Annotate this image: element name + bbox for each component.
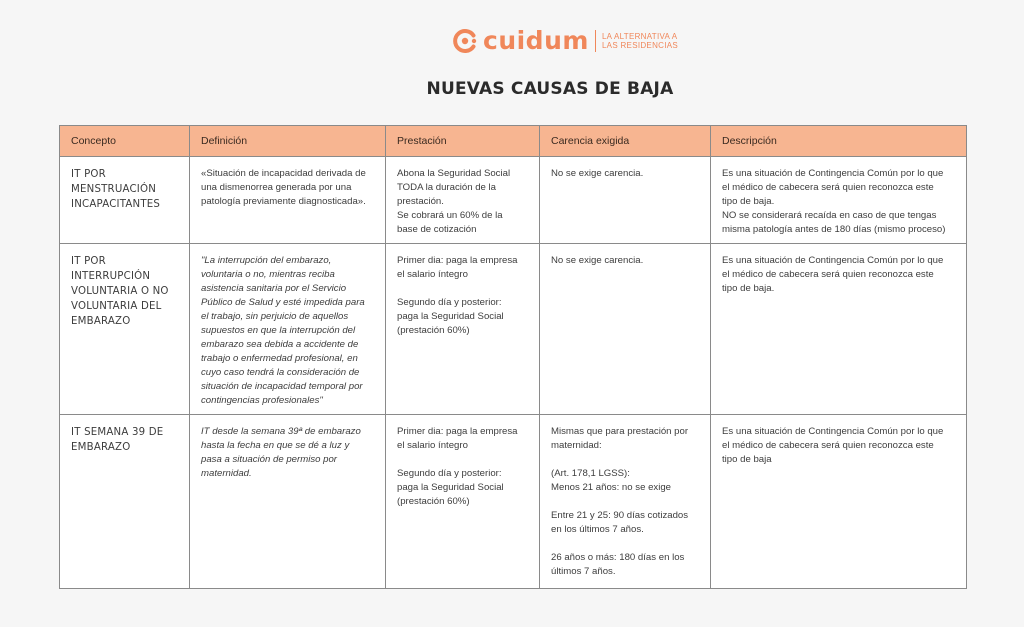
cell-descripcion: Es una situación de Contingencia Común por lo que el médico de cabecera será quien reconozca este tipo de baja <box>711 415 967 589</box>
table-row <box>60 244 967 415</box>
brand-divider <box>595 30 596 52</box>
cell-concepto: IT POR INTERRUPCIÓN VOLUNTARIA O NO VOLUNTARIA DEL EMBARAZO <box>60 244 190 415</box>
cell-prestacion: Abona la Seguridad Social TODA la duración de la prestación. Se cobrará un 60% de la base de cotización <box>386 157 540 244</box>
header-prestacion: Prestación <box>386 126 540 157</box>
header-definicion: Definición <box>190 126 386 157</box>
table-header-row <box>60 126 967 157</box>
cell-concepto: IT POR MENSTRUACIÓN INCAPACITANTES <box>60 157 190 244</box>
brand-logo <box>451 26 678 56</box>
brand-tagline: LA ALTERNATIVA A LAS RESIDENCIAS <box>601 32 679 50</box>
table-row <box>60 157 967 244</box>
header-concepto: Concepto <box>60 126 190 157</box>
cell-descripcion: Es una situación de Contingencia Común por lo que el médico de cabecera será quien reconozca este tipo de baja. NO se considerará recaída en caso de que tengas misma patología antes de 180 días (mismo proceso) <box>711 157 967 244</box>
header-descripcion: Descripción <box>711 126 967 157</box>
cell-definicion: IT desde la semana 39ª de embarazo hasta la fecha en que se dé a luz y pasa a situación de permiso por maternidad. <box>190 415 386 589</box>
cell-carencia: Mismas que para prestación por maternidad: (Art. 178,1 LGSS): Menos 21 años: no se exige Entre 21 y 25: 90 días cotizados en los últimos 7 años. 26 años o más: 180 días en los últimos 7 años. <box>540 415 711 589</box>
cuidum-logo-icon <box>451 27 479 55</box>
cell-carencia: No se exige carencia. <box>540 244 711 415</box>
header-carencia: Carencia exigida <box>540 126 711 157</box>
causes-table <box>59 125 967 589</box>
table-row <box>60 415 967 589</box>
cell-carencia: No se exige carencia. <box>540 157 711 244</box>
cell-descripcion: Es una situación de Contingencia Común por lo que el médico de cabecera será quien reconozca este tipo de baja. <box>711 244 967 415</box>
cell-prestacion: Primer dia: paga la empresa el salario íntegro Segundo día y posterior: paga la Seguridad Social (prestación 60%) <box>386 244 540 415</box>
brand-name: cuidum <box>483 26 589 55</box>
cell-concepto: IT SEMANA 39 DE EMBARAZO <box>60 415 190 589</box>
page-title: NUEVAS CAUSAS DE BAJA <box>426 79 674 99</box>
cell-definicion: «Situación de incapacidad derivada de una dismenorrea generada por una patología previamente diagnosticada». <box>190 157 386 244</box>
cell-prestacion: Primer dia: paga la empresa el salario íntegro Segundo día y posterior: paga la Seguridad Social (prestación 60%) <box>386 415 540 589</box>
cell-definicion: "La interrupción del embarazo, voluntaria o no, mientras reciba asistencia sanitaria por el Servicio Público de Salud y esté impedida para el trabajo, sin perjuicio de aquellos supuestos en que la interrupción del embarazo sea debida a accidente de trabajo o enfermedad profesional, en cuyo caso tendrá la consideración de situación de incapacidad temporal por contingencias profesionales" <box>190 244 386 415</box>
